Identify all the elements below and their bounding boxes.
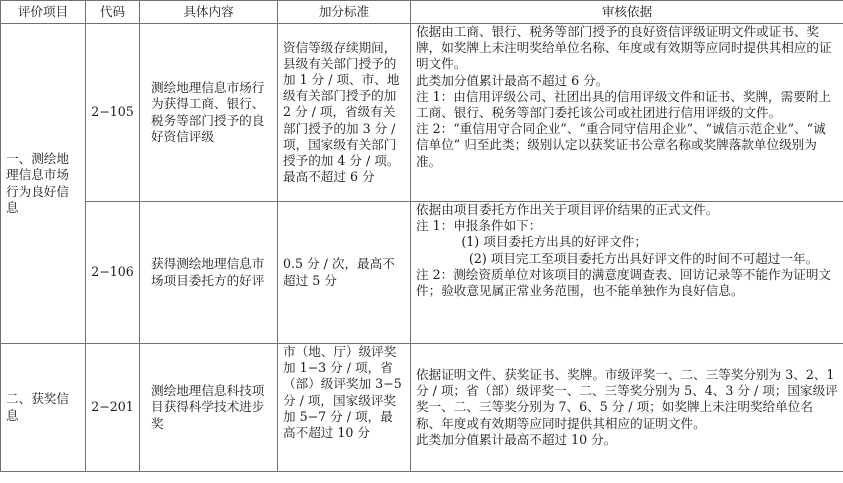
review-text: 此类加分值累计最高不超过 6 分。 bbox=[416, 72, 609, 88]
table-row bbox=[1, 344, 843, 472]
header-row bbox=[1, 1, 843, 24]
table-row bbox=[1, 24, 843, 202]
code-cell: 2−105 bbox=[86, 24, 140, 202]
review-text: 依据由项目委托方作出关于项目评价结果的正式文件。 bbox=[416, 202, 719, 217]
review-text: 此类加分值累计最高不超过 10 分。 bbox=[416, 431, 617, 447]
content-cell: 获得测绘地理信息市场项目委托方的好评 bbox=[140, 202, 278, 344]
header-code: 代码 bbox=[86, 1, 140, 24]
header-review: 审核依据 bbox=[411, 1, 843, 24]
review-note: 注 2：“重信用守合同企业”、“重合同守信用企业”、“诚信示范企业”、“诚信单位” 归至此类；级别认定以获奖证书公章名称或奖牌落款单位级别为准。 bbox=[416, 121, 826, 169]
bonus-cell: 资信等级存续期间，县级有关部门授予的加 1 分 / 项、市、地级有关部门授予的加 2 分 / 项，省级有关部门授予的加 3 分 / 项，国家级有关部门授予的加 4 分 / 项。最高不超过 6 分 bbox=[278, 24, 411, 202]
review-text: 依据证明文件、获奖证书、奖牌。市级评奖一、二、三等奖分别为 3、2、1 分 / 项；省（部）级评奖一、二、三等奖分别为 5、4、3 分 / 项；国家级评奖一、二、三等奖分别为 7、6、5 分 / 项；如奖牌上未注明奖给单位名称、年度或有效期等应同时提供其相应的证明文件。 bbox=[416, 366, 838, 431]
project-cell: 一、测绘地理信息市场行为良好信息 bbox=[1, 24, 86, 344]
review-cell bbox=[411, 24, 843, 202]
code-cell: 2−106 bbox=[86, 202, 140, 344]
content-cell: 测绘地理信息科技项目获得科学技术进步奖 bbox=[140, 344, 278, 472]
bonus-cell: 市（地、厅）级评奖加 1−3 分 / 项，省（部）级评奖加 3−5 分 / 项，国家级评奖加 5−7 分 / 项，最高不超过 10 分 bbox=[278, 344, 411, 472]
review-condition: (2) 项目完工至项目委托方出具好评文件的时间不可超过一年。 bbox=[468, 250, 819, 266]
project-cell: 二、获奖信息 bbox=[1, 344, 86, 472]
code-cell: 2−201 bbox=[86, 344, 140, 472]
review-condition: (1) 项目委托方出具的好评文件； bbox=[461, 234, 647, 250]
content-cell: 测绘地理信息市场行为获得工商、银行、税务等部门授予的良好资信评级 bbox=[140, 24, 278, 202]
review-text: 依据由工商、银行、税务等部门授予的良好资信评级证明文件或证书、奖牌，如奖牌上未注明奖给单位名称、年度或有效期等应同时提供其相应的证明文件。 bbox=[416, 24, 832, 72]
review-cell bbox=[411, 344, 843, 472]
review-note: 注 1：申报条件如下： bbox=[416, 218, 542, 234]
bonus-cell: 0.5 分 / 次，最高不超过 5 分 bbox=[278, 202, 411, 344]
header-bonus: 加分标准 bbox=[278, 1, 411, 24]
header-content: 具体内容 bbox=[140, 1, 278, 24]
header-project: 评价项目 bbox=[1, 1, 86, 24]
review-note: 注 1：由信用评级公司、社团出具的信用评级文件和证书、奖牌，需要附上工商、银行、税务等部门委托该公司或社团进行信用评级的文件。 bbox=[416, 88, 832, 121]
review-cell bbox=[411, 202, 843, 344]
table-row bbox=[1, 202, 843, 344]
review-note: 注 2：测绘资质单位对该项目的满意度调查表、回访记录等不能作为证明文件；验收意见属正常业务范围，也不能单独作为良好信息。 bbox=[416, 266, 832, 299]
